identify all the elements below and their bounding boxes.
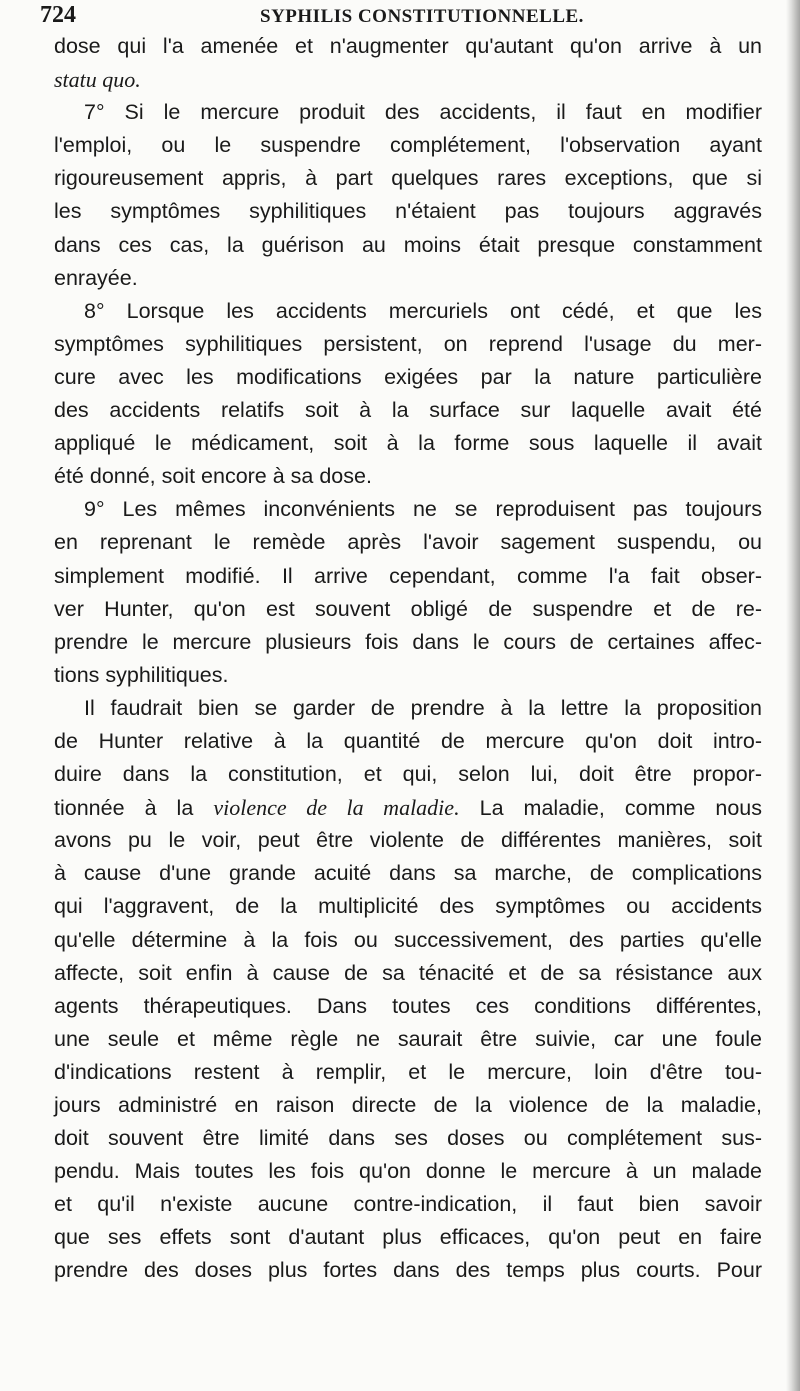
line-text: en reprenant le remède après l'avoir sagement suspendu, ou: [54, 530, 762, 555]
text-line: [54, 96, 762, 129]
text-line: [54, 195, 762, 228]
line-text: ver Hunter, qu'on est souvent obligé de suspendre et de re-: [54, 596, 762, 621]
text-line: [54, 1056, 762, 1089]
text-line: [54, 593, 762, 626]
line-text: enrayée.: [54, 265, 138, 290]
page-header: [40, 2, 760, 32]
text-line: [54, 460, 762, 493]
line-text: cure avec les modifications exigées par la nature particulière: [54, 364, 762, 389]
line-text: symptômes syphilitiques persistent, on reprend l'usage du mer-: [54, 331, 762, 356]
line-text: appliqué le médicament, soit à la forme sous laquelle il avait: [54, 431, 762, 456]
text-line: [54, 1155, 762, 1188]
line-text: prendre des doses plus fortes dans des temps plus courts. Pour: [54, 1258, 762, 1283]
text-line: [54, 526, 762, 559]
text-line: [54, 924, 762, 957]
page-body-text: [54, 30, 762, 1288]
line-text: duire dans la constitution, et qui, selon lui, doit être propor-: [54, 762, 762, 787]
text-line: [54, 626, 762, 659]
text-line: [54, 493, 762, 526]
text-line: [54, 1221, 762, 1254]
page-number: 724: [40, 2, 76, 28]
text-line: [54, 1023, 762, 1056]
text-line: [54, 427, 762, 460]
line-text: de Hunter relative à la quantité de mercure qu'on doit intro-: [54, 728, 762, 753]
line-text: et qu'il n'existe aucune contre-indication, il faut bien savoir: [54, 1192, 762, 1217]
text-line: [54, 824, 762, 857]
line-text: La maladie, comme nous: [459, 796, 763, 821]
line-text: prendre le mercure plusieurs fois dans le cours de certaines affec-: [54, 629, 762, 654]
text-line: [54, 890, 762, 923]
line-text: 7° Si le mercure produit des accidents, il faut en modifier: [84, 100, 762, 125]
line-text: 9° Les mêmes inconvénients ne se reproduisent pas toujours: [84, 497, 762, 522]
text-line: [54, 659, 762, 692]
italic-text: violence de la maladie.: [213, 795, 460, 821]
line-text: agents thérapeutiques. Dans toutes ces conditions différentes,: [54, 993, 762, 1018]
text-line: [54, 758, 762, 791]
line-text: simplement modifié. Il arrive cependant, comme l'a fait obser-: [54, 563, 762, 588]
text-line: [54, 129, 762, 162]
text-line: [54, 857, 762, 890]
line-text: rigoureusement appris, à part quelques rares exceptions, que si: [54, 166, 762, 191]
line-text: Il faudrait bien se garder de prendre à la lettre la proposition: [84, 695, 762, 720]
text-line: [54, 361, 762, 394]
italic-text: statu quo.: [54, 67, 141, 93]
text-line: [54, 262, 762, 295]
line-text: des accidents relatifs soit à la surface sur laquelle avait été: [54, 398, 762, 423]
line-text: l'emploi, ou le suspendre complétement, l'observation ayant: [54, 133, 762, 158]
line-text: que ses effets sont d'autant plus efficaces, qu'on peut en faire: [54, 1225, 762, 1250]
text-line: [54, 725, 762, 758]
line-text: pendu. Mais toutes les fois qu'on donne le mercure à un malade: [54, 1159, 762, 1184]
line-text: une seule et même règle ne saurait être suivie, car une foule: [54, 1026, 762, 1051]
line-text: tions syphilitiques.: [54, 662, 229, 687]
line-text: tionnée à la: [54, 796, 214, 821]
text-line: [54, 1089, 762, 1122]
text-line: [54, 295, 762, 328]
line-text: qui l'aggravent, de la multiplicité des symptômes ou accidents: [54, 894, 762, 919]
text-line: [54, 692, 762, 725]
line-text: été donné, soit encore à sa dose.: [54, 464, 372, 489]
text-line: [54, 1122, 762, 1155]
page-edge-shadow: [786, 0, 800, 1391]
text-line: [54, 791, 762, 824]
line-text: dose qui l'a amenée et n'augmenter qu'autant qu'on arrive à un: [54, 34, 762, 58]
line-text: affecte, soit enfin à cause de sa ténacité et de sa résistance aux: [54, 960, 762, 985]
line-text: jours administré en raison directe de la violence de la maladie,: [54, 1093, 762, 1117]
text-line: [54, 394, 762, 427]
line-text: 8° Lorsque les accidents mercuriels ont cédé, et que les: [84, 298, 762, 323]
text-line: [54, 229, 762, 262]
text-line: [54, 1254, 762, 1287]
line-text: à cause d'une grande acuité dans sa marche, de complications: [54, 861, 762, 886]
line-text: les symptômes syphilitiques n'étaient pas toujours aggravés: [54, 199, 762, 224]
text-line: [54, 162, 762, 195]
line-text: d'indications restent à remplir, et le mercure, loin d'être tou-: [54, 1059, 762, 1084]
text-line: [54, 990, 762, 1023]
text-line: [54, 328, 762, 361]
text-line: [54, 30, 762, 63]
line-text: qu'elle détermine à la fois ou successivement, des parties qu'elle: [54, 927, 762, 952]
line-text: dans ces cas, la guérison au moins était presque constamment: [54, 232, 762, 257]
line-text: avons pu le voir, peut être violente de différentes manières, soit: [54, 828, 762, 853]
text-line: [54, 1188, 762, 1221]
text-line: [54, 560, 762, 593]
text-line: [54, 63, 762, 96]
text-line: [54, 957, 762, 990]
running-title: SYPHILIS CONSTITUTIONNELLE.: [260, 6, 584, 27]
line-text: doit souvent être limité dans ses doses ou complétement sus-: [54, 1126, 762, 1151]
